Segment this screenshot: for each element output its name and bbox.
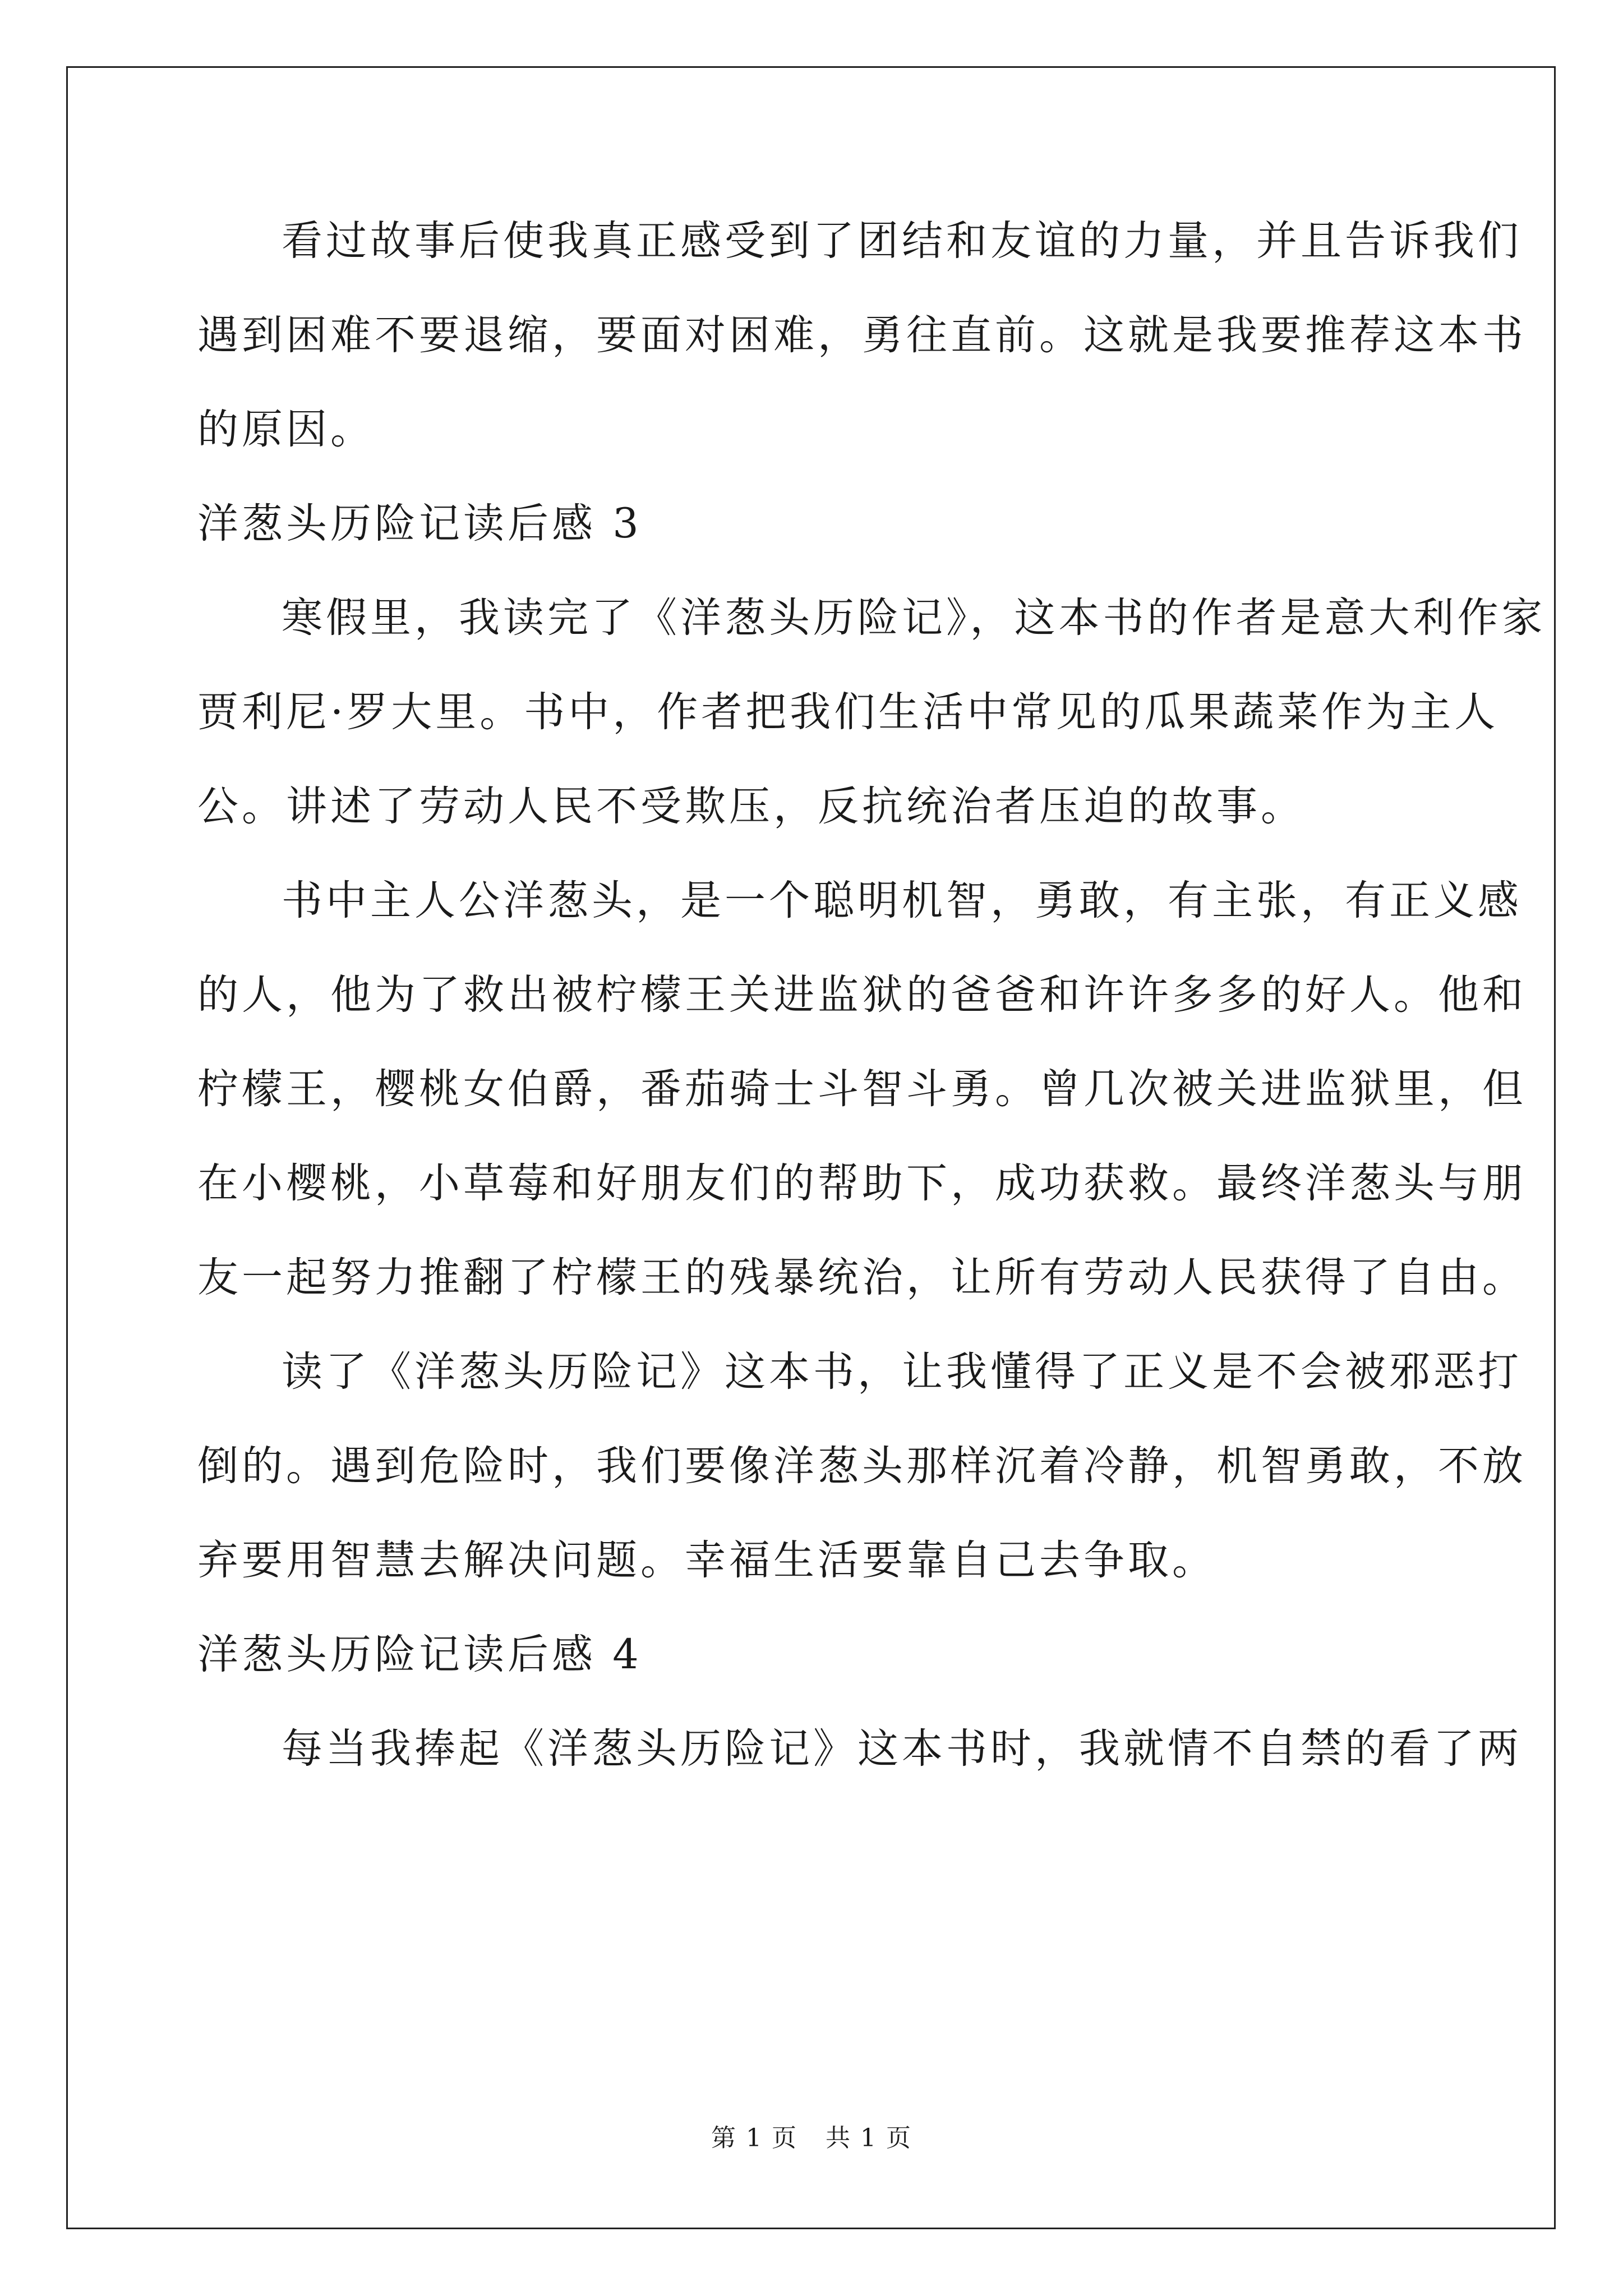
section-heading: 洋葱头历险记读后感 3 [197,500,642,547]
paragraph-line: 书中主人公洋葱头，是一个聪明机智，勇敢，有主张，有正义感 [282,877,1522,924]
paragraph-line: 寒假里，我读完了《洋葱头历险记》，这本书的作者是意大利作家 [282,594,1546,642]
paragraph-line: 公。讲述了劳动人民不受欺压，反抗统治者压迫的故事。 [197,783,1305,830]
page-number-current: 第 1 页 [711,2124,797,2152]
paragraph-line: 的人，他为了救出被柠檬王关进监狱的爸爸和许许多多的好人。他和 [197,971,1527,1019]
paragraph-line: 贾利尼·罗大里。书中，作者把我们生活中常见的瓜果蔬菜作为主人 [197,688,1499,736]
paragraph-line: 在小樱桃，小草莓和好朋友们的帮助下，成功获救。最终洋葱头与朋 [197,1159,1527,1207]
section-heading: 洋葱头历险记读后感 4 [197,1631,642,1678]
paragraph-line: 读了《洋葱头历险记》这本书，让我懂得了正义是不会被邪恶打 [282,1348,1522,1396]
paragraph-line: 柠檬王，樱桃女伯爵，番茄骑士斗智斗勇。曾几次被关进监狱里，但 [197,1065,1527,1113]
page-footer [0,2122,1623,2155]
paragraph-line: 弃要用智慧去解决问题。幸福生活要靠自己去争取。 [197,1536,1216,1584]
paragraph-line: 倒的。遇到危险时，我们要像洋葱头那样沉着冷静，机智勇敢，不放 [197,1442,1527,1490]
paragraph-line: 每当我捧起《洋葱头历险记》这本书时，我就情不自禁的看了两 [282,1725,1522,1773]
paragraph-line: 的原因。 [197,406,375,453]
paragraph-line: 遇到困难不要退缩，要面对困难，勇往直前。这就是我要推荐这本书 [197,311,1527,359]
paragraph-line: 看过故事后使我真正感受到了团结和友谊的力量，并且告诉我们 [282,217,1522,265]
paragraph-line: 友一起努力推翻了柠檬王的残暴统治，让所有劳动人民获得了自由。 [197,1254,1527,1301]
page-border [66,66,1556,2229]
page-number-total: 共 1 页 [826,2124,912,2152]
